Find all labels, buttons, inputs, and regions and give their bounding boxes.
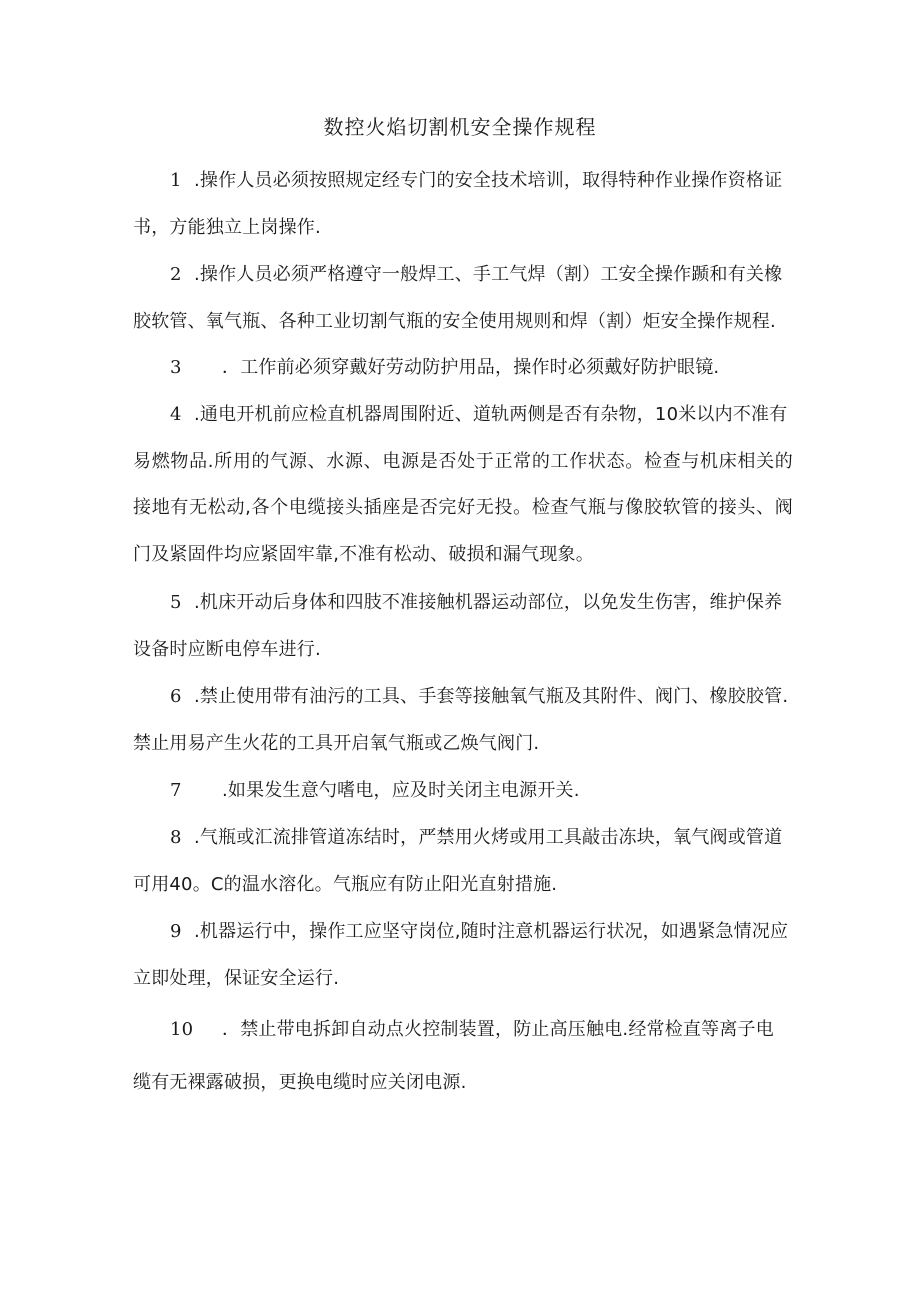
rule-item-first-line bbox=[133, 158, 793, 205]
rule-continuation: 书，方能独立上岗操作. bbox=[133, 216, 321, 238]
rule-text: .禁止使用带有油污的工具、手套等接触氧气瓶及其附件、阀门、橡胶胶管. bbox=[194, 686, 789, 707]
rule-item-first-line bbox=[133, 392, 793, 439]
rule-item-4 bbox=[133, 392, 793, 578]
rule-item-first-line bbox=[133, 345, 793, 392]
rule-number: 1 bbox=[170, 170, 182, 191]
rule-item-5 bbox=[133, 580, 793, 673]
rule-text: .气瓶或汇流排管道冻结时，严禁用火烤或用工具敲击冻块，氧气阀或管道 bbox=[194, 827, 783, 848]
rule-number: 3 bbox=[170, 357, 182, 378]
rule-number: 7 bbox=[170, 780, 182, 801]
rule-continuation: 胶软管、氧气瓶、各种工业切割气瓶的安全使用规则和焊（割）炬安全操作规程. bbox=[133, 310, 776, 332]
rule-item-first-line bbox=[133, 909, 793, 956]
rule-continuation: 缆有无裸露破损，更换电缆时应关闭电源. bbox=[133, 1072, 467, 1093]
rule-item-2 bbox=[133, 252, 793, 345]
rule-item-first-line bbox=[133, 1003, 793, 1056]
rule-number: 9 bbox=[170, 921, 182, 942]
rule-text: ．禁止带电拆卸自动点火控制装置，防止高压触电.经常检直等离子电 bbox=[222, 1019, 774, 1040]
rule-text: .机床开动后身体和四肢不准接触机器运动部位，以免发生伤害，维护保养 bbox=[194, 592, 783, 613]
rule-item-first-line bbox=[133, 674, 793, 721]
rule-continuation: 设备时应断电停车进行. bbox=[133, 638, 321, 660]
rule-text: .操作人员必须严格遵守一般焊工、手工气焊（割）工安全操作踬和有关橡 bbox=[194, 264, 783, 285]
rule-item-3 bbox=[133, 345, 793, 392]
rule-continuation: 禁止用易产生火花的工具开启氧气瓶或乙焕气阀门. bbox=[133, 732, 540, 754]
rule-item-first-line bbox=[133, 768, 793, 815]
rule-item-8 bbox=[133, 815, 793, 908]
rule-continuation: 易燃物品.所用的气源、水源、电源是否处于正常的工作状态。检查与机床相关的接地有无松动,各个电缆接头插座是否完好无投。检查气瓶与像胶软管的接头、阀门及紧固件均应紧固牢靠,不准有松动、破损和漏气现象。 bbox=[133, 450, 793, 565]
rule-item-first-line bbox=[133, 815, 793, 862]
rule-item-first-line bbox=[133, 252, 793, 299]
rule-number: 6 bbox=[170, 686, 182, 707]
rule-number: 4 bbox=[170, 404, 182, 425]
rule-item-6 bbox=[133, 674, 793, 767]
rule-number: 10 bbox=[170, 1019, 194, 1040]
rule-item-9 bbox=[133, 909, 793, 1002]
rule-text: .如果发生意勺嗜电，应及时关闭主电源开关. bbox=[222, 780, 580, 801]
rule-number: 8 bbox=[170, 827, 182, 848]
document-title: 数控火焰切割机安全操作规程 bbox=[323, 115, 597, 139]
rule-item-1 bbox=[133, 158, 793, 251]
rule-continuation: 立即处理，保证安全运行. bbox=[133, 967, 340, 989]
rule-text: .通电开机前应检直机器周围附近、道轨两侧是否有杂物，10米以内不准有 bbox=[194, 404, 788, 425]
rule-text: .机器运行中，操作工应坚守岗位,随时注意机器运行状况，如遇紧急情况应 bbox=[194, 921, 789, 942]
rule-item-10 bbox=[133, 1003, 793, 1109]
rule-continuation: 可用40。C的温水溶化。气瓶应有防止阳光直射措施. bbox=[133, 873, 558, 895]
rule-number: 5 bbox=[170, 592, 182, 613]
rule-text: .操作人员必须按照规定经专门的安全技术培训，取得特种作业操作资格证 bbox=[194, 170, 783, 191]
rule-item-7 bbox=[133, 768, 793, 815]
rule-number: 2 bbox=[170, 264, 182, 285]
rule-text: ．工作前必须穿戴好劳动防护用品，操作时必须戴好防护眼镜. bbox=[222, 357, 720, 378]
rule-item-first-line bbox=[133, 580, 793, 627]
